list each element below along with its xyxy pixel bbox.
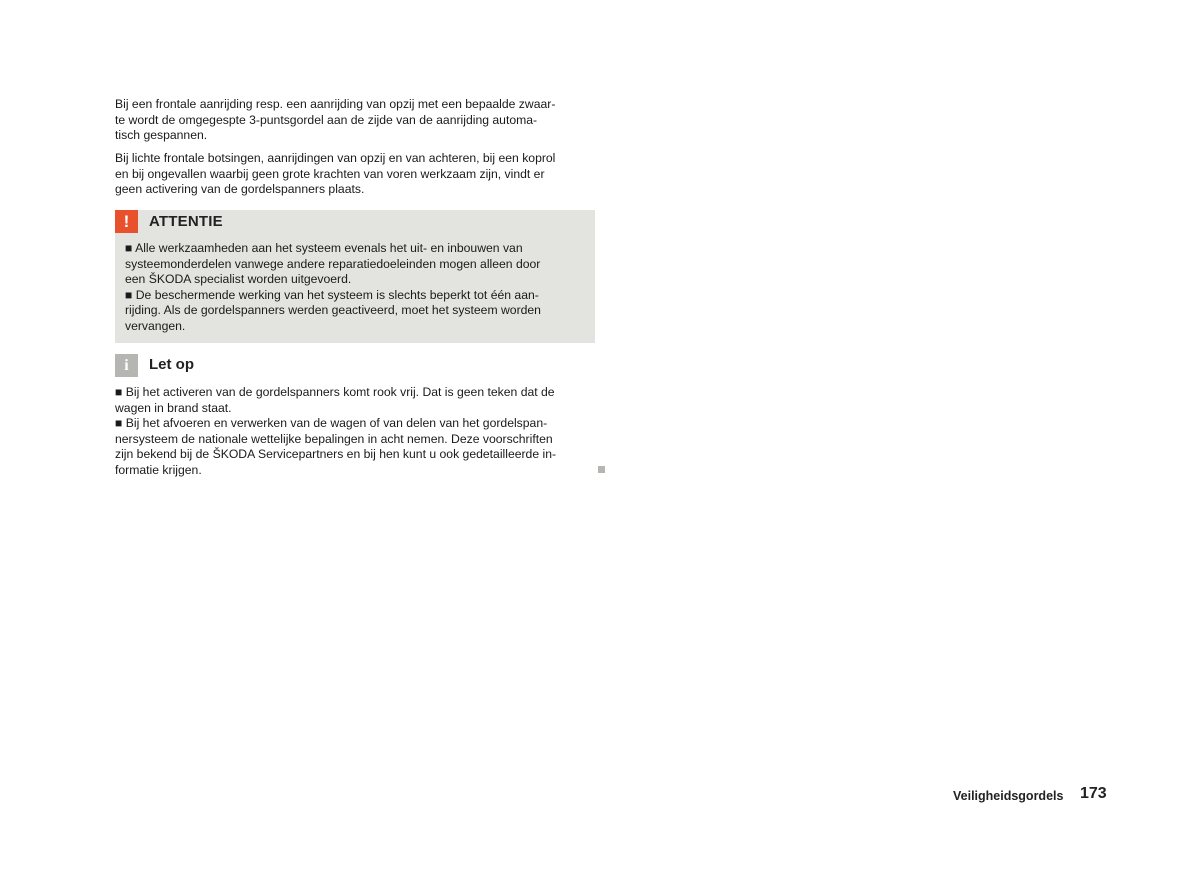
text-line: wagen in brand staat. [115,400,232,415]
text-line: vervangen. [125,318,186,333]
footer-section-title: Veiligheidsgordels [953,789,1064,803]
text-line: zijn bekend bij de ŠKODA Servicepartners en bij hen kunt u ook gedetailleerde in- [115,447,557,462]
text-line: tisch gespannen. [115,128,208,143]
warning-box [115,210,595,343]
text-line: ■ De beschermende werking van het systeem is slechts beperkt tot één aan- [125,287,539,302]
text-line: ■ Alle werkzaamheden aan het systeem evenals het uit- en inbouwen van [125,241,523,255]
text-line: geen activering van de gordelspanners plaats. [115,182,365,197]
note-title: Let op [149,356,194,373]
intro-paragraph [115,97,595,144]
text-line: en bij ongevallen waarbij geen grote krachten van voren werkzaam zijn, vindt er [115,166,545,181]
text-line: een ŠKODA specialist worden uitgevoerd. [125,272,352,287]
text-line: te wordt de omgegespte 3-puntsgordel aan de zijde van de aanrijding automa- [115,112,538,127]
warning-text [125,241,590,335]
text-line: ■ Bij het activeren van de gordelspanners komt rook vrij. Dat is geen teken dat de [115,385,555,399]
page-number: 173 [1080,785,1107,802]
text-line: ■ Bij het afvoeren en verwerken van de wagen of van delen van het gordelspan- [115,416,548,431]
exclamation-icon: ! [115,210,138,233]
section-end-marker [598,466,605,473]
text-line: systeemonderdelen vanwege andere reparatiedoeleinden mogen alleen door [125,256,541,271]
info-icon: i [115,354,138,377]
text-line: Bij lichte frontale botsingen, aanrijdingen van opzij en van achteren, bij een koprol [115,151,556,165]
note-text [115,385,595,479]
text-line: nersysteem de nationale wettelijke bepalingen in acht nemen. Deze voorschriften [115,431,553,446]
warning-title: ATTENTIE [149,213,223,230]
text-line: Bij een frontale aanrijding resp. een aanrijding van opzij met een bepaalde zwaar- [115,97,556,111]
activation-paragraph [115,151,595,198]
text-line: formatie krijgen. [115,462,202,477]
text-line: rijding. Als de gordelspanners werden geactiveerd, moet het systeem worden [125,303,541,318]
